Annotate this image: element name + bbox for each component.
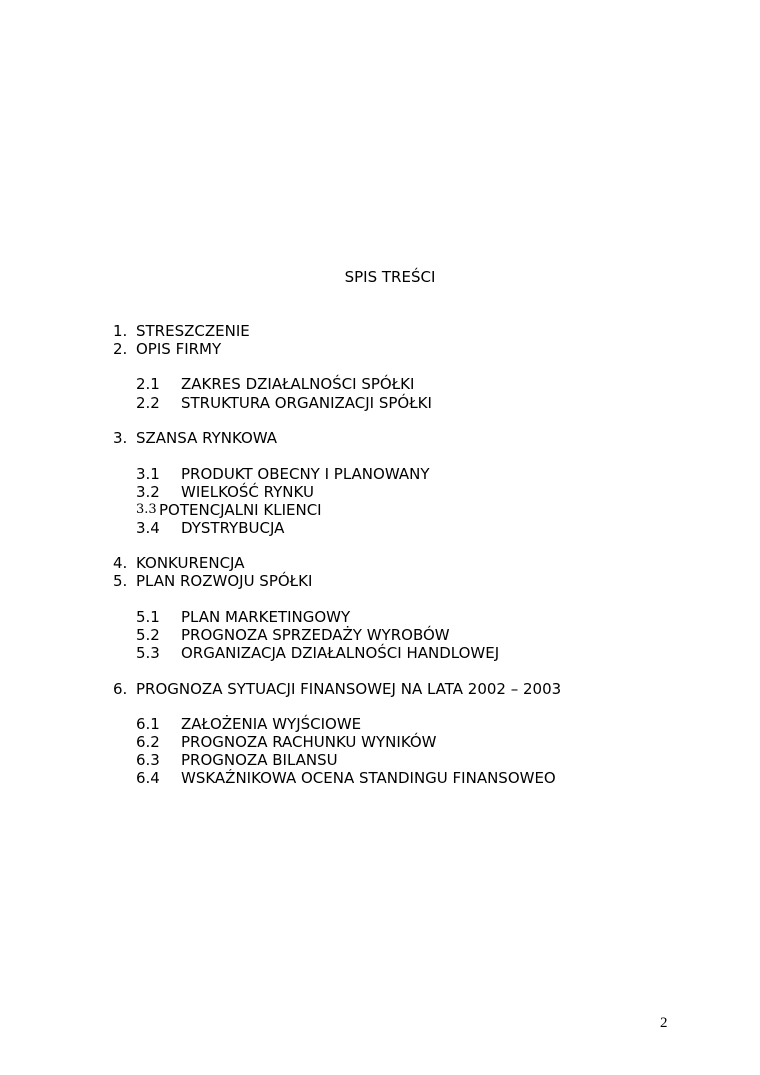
toc-label: PROGNOZA SYTUACJI FINANSOWEJ NA LATA 2002 – 2003 — [136, 680, 562, 698]
toc-number: 3.1 — [136, 465, 160, 483]
toc-label: STRUKTURA ORGANIZACJI SPÓŁKI — [181, 394, 432, 412]
toc-number: 6.3 — [136, 751, 160, 769]
toc-label: ZAŁOŻENIA WYJŚCIOWE — [181, 715, 362, 733]
toc-number: 5.3 — [136, 644, 160, 662]
toc-label: WSKAŹNIKOWA OCENA STANDINGU FINANSOWEO — [181, 769, 556, 787]
toc-number: 3.2 — [136, 483, 160, 501]
toc-label: PRODUKT OBECNY I PLANOWANY — [181, 465, 430, 483]
toc-label: STRESZCZENIE — [136, 322, 250, 340]
toc-number: 1. — [113, 322, 128, 340]
toc-label: PLAN ROZWOJU SPÓŁKI — [136, 572, 313, 590]
toc-number: 5.1 — [136, 608, 160, 626]
toc-label: POTENCJALNI KLIENCI — [159, 501, 322, 519]
toc-number: 6. — [113, 680, 128, 698]
page-number: 2 — [660, 1015, 668, 1031]
toc-label: PROGNOZA RACHUNKU WYNIKÓW — [181, 733, 437, 751]
toc-number: 5.2 — [136, 626, 160, 644]
toc-number: 3.3 — [136, 502, 157, 517]
toc-number: 6.4 — [136, 769, 160, 787]
toc-label: SZANSA RYNKOWA — [136, 429, 278, 447]
toc-label: KONKURENCJA — [136, 554, 245, 572]
toc-number: 3. — [113, 429, 128, 447]
toc-number: 5. — [113, 572, 128, 590]
toc-label: PROGNOZA BILANSU — [181, 751, 338, 769]
toc-number: 2.1 — [136, 375, 160, 393]
page-title: SPIS TREŚCI — [344, 268, 436, 286]
toc-label: PROGNOZA SPRZEDAŻY WYROBÓW — [181, 626, 450, 644]
toc-label: ZAKRES DZIAŁALNOŚCI SPÓŁKI — [181, 375, 415, 393]
toc-number: 2.2 — [136, 394, 160, 412]
toc-label: WIELKOŚĆ RYNKU — [181, 483, 314, 501]
toc-label: DYSTRYBUCJA — [181, 519, 285, 537]
toc-number: 6.1 — [136, 715, 160, 733]
toc-label: OPIS FIRMY — [136, 340, 222, 358]
toc-number: 4. — [113, 554, 128, 572]
toc-label: PLAN MARKETINGOWY — [181, 608, 351, 626]
toc-label: ORGANIZACJA DZIAŁALNOŚCI HANDLOWEJ — [181, 644, 500, 662]
toc-number: 2. — [113, 340, 128, 358]
toc-number: 6.2 — [136, 733, 160, 751]
toc-number: 3.4 — [136, 519, 160, 537]
